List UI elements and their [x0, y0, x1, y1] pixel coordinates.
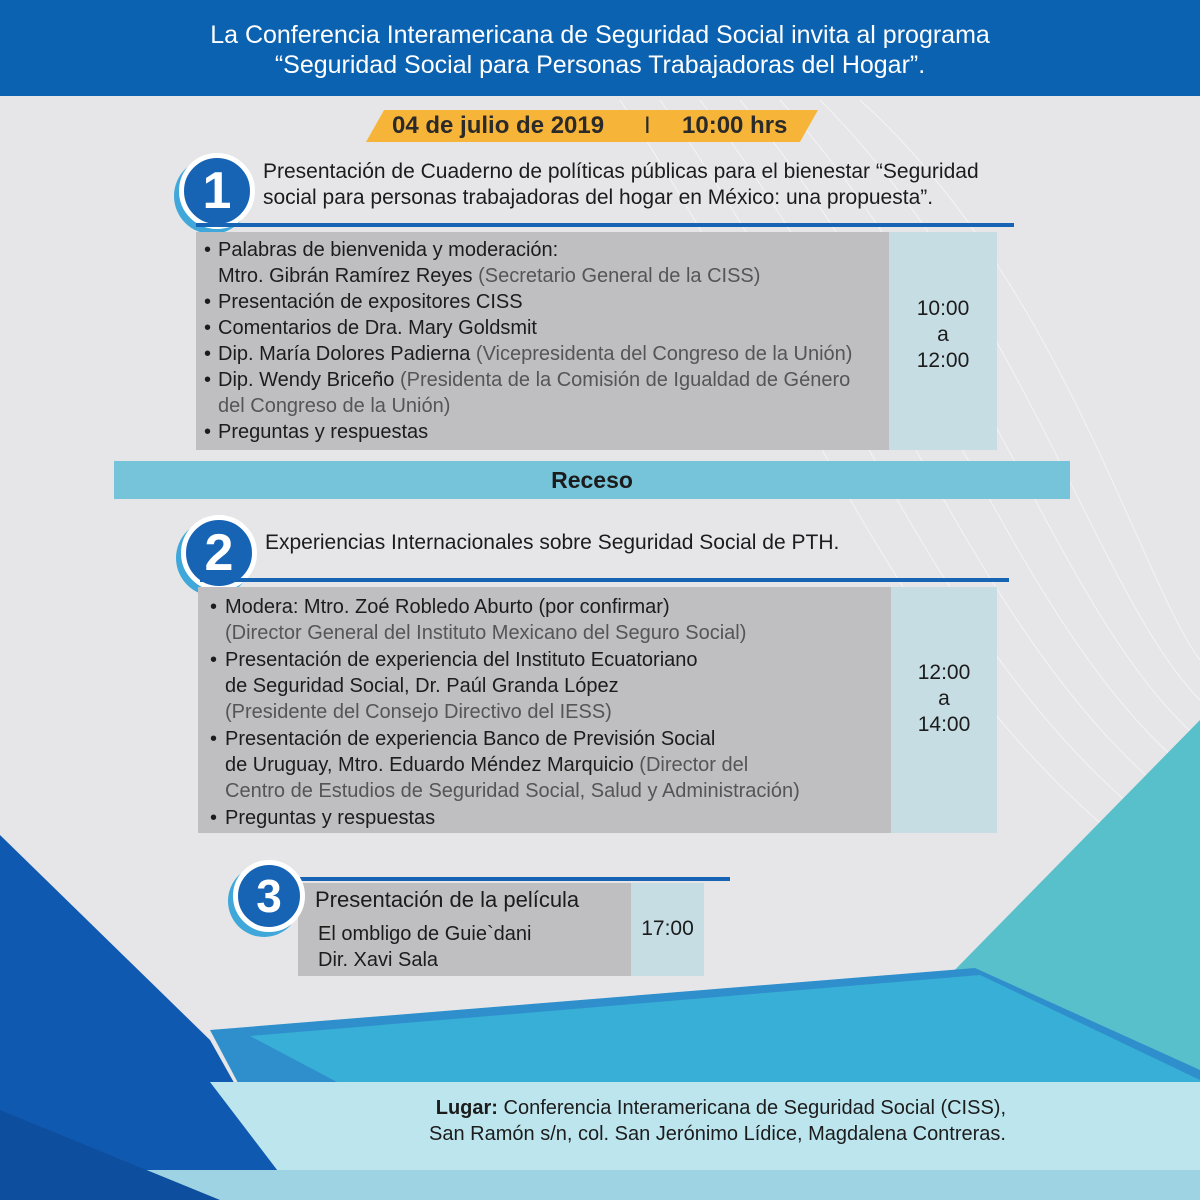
- bullet-icon: •: [210, 728, 218, 750]
- s1-time-end: 12:00: [916, 349, 970, 372]
- s1-item-speakers: Presentación de expositores CISS: [218, 291, 523, 313]
- s2-item-questions: Preguntas y respuestas: [225, 807, 436, 829]
- venue-line-1: Lugar: Conferencia Interamericana de Seguridad Social (CISS),: [435, 1097, 1006, 1119]
- bullet-icon: •: [210, 649, 218, 671]
- s2-item-uruguay-speaker: de Uruguay, Mtro. Eduardo Méndez Marquicio (Director del: [225, 754, 749, 776]
- s2-item-ecuador-speaker: de Seguridad Social, Dr. Paúl Granda López: [225, 675, 619, 697]
- venue-line-2: San Ramón s/n, col. San Jerónimo Lídice, Magdalena Contreras.: [429, 1123, 1006, 1145]
- section-3-divider: [300, 877, 730, 881]
- section-1-title-line-1: Presentación de Cuaderno de políticas públicas para el bienestar “Seguridad: [263, 160, 979, 183]
- bullet-icon: •: [210, 807, 218, 829]
- receso-banner: Receso: [114, 461, 1070, 499]
- s1-item-briceno-cont: del Congreso de la Unión): [218, 395, 451, 417]
- section-2-agenda-box: [198, 587, 891, 833]
- section-1-time-box: [889, 232, 997, 450]
- s2-item-moderator: Modera: Mtro. Zoé Robledo Aburto (por confirmar): [225, 596, 670, 618]
- s2-time-start: 12:00: [917, 661, 971, 684]
- s1-item-padierna: Dip. María Dolores Padierna (Vicepresidenta del Congreso de la Unión): [218, 343, 853, 365]
- event-time: 10:00 hrs: [682, 112, 788, 139]
- bullet-icon: •: [204, 343, 212, 365]
- s1-item-welcome: Palabras de bienvenida y moderación:: [218, 239, 559, 261]
- s1-item-moderator: Mtro. Gibrán Ramírez Reyes (Secretario General de la CISS): [218, 265, 761, 287]
- bullet-icon: •: [204, 369, 212, 391]
- date-banner: [366, 110, 818, 142]
- s1-time-sep: a: [937, 323, 949, 346]
- section-2-number-badge: 2: [181, 515, 257, 591]
- header-line-1: La Conferencia Interamericana de Seguridad Social invita al programa: [210, 21, 990, 49]
- s2-item-ecuador-role: (Presidente del Consejo Directivo del IESS): [225, 701, 612, 723]
- s2-item-uruguay-role: Centro de Estudios de Seguridad Social, Salud y Administración): [225, 780, 800, 802]
- section-2-time-box: [891, 587, 997, 833]
- section-3-number-badge: 3: [233, 860, 305, 932]
- s1-item-briceno: Dip. Wendy Briceño (Presidenta de la Comisión de Igualdad de Género: [218, 369, 851, 391]
- section-1-number-badge: 1: [179, 153, 255, 229]
- s1-item-comments: Comentarios de Dra. Mary Goldsmit: [218, 317, 537, 339]
- s1-time-start: 10:00: [916, 297, 970, 320]
- section-1-title-line-2: social para personas trabajadoras del hogar en México: una propuesta”.: [263, 186, 934, 209]
- bullet-icon: •: [204, 317, 212, 339]
- event-date: 04 de julio de 2019: [392, 112, 605, 139]
- s2-item-moderator-role: (Director General del Instituto Mexicano del Seguro Social): [225, 622, 747, 644]
- bullet-icon: •: [210, 596, 218, 618]
- date-separator: I: [644, 112, 651, 139]
- bullet-icon: •: [204, 291, 212, 313]
- section-1-agenda-box: [196, 232, 889, 450]
- header-line-2: “Seguridad Social para Personas Trabajadoras del Hogar”.: [274, 51, 926, 79]
- bullet-icon: •: [204, 421, 212, 443]
- bullet-icon: •: [204, 239, 212, 261]
- s2-item-ecuador: Presentación de experiencia del Instituto Ecuatoriano: [225, 649, 698, 671]
- section-2-title: Experiencias Internacionales sobre Seguridad Social de PTH.: [265, 531, 840, 554]
- section-2-divider: [200, 578, 1009, 582]
- section-3-title: Presentación de la película: [315, 887, 580, 912]
- section-1-divider: [196, 223, 1014, 227]
- header-banner: [0, 0, 1200, 96]
- s2-item-uruguay: Presentación de experiencia Banco de Previsión Social: [225, 728, 716, 750]
- s2-time-sep: a: [938, 687, 950, 710]
- s2-time-end: 14:00: [917, 713, 971, 736]
- s3-film-title: El ombligo de Guie`dani: [318, 923, 532, 945]
- s3-film-director: Dir. Xavi Sala: [318, 949, 439, 971]
- s3-time: 17:00: [641, 917, 694, 940]
- s1-item-questions: Preguntas y respuestas: [218, 421, 429, 443]
- section-3-time-box: [631, 883, 704, 976]
- venue-label: Lugar:: [435, 1097, 498, 1119]
